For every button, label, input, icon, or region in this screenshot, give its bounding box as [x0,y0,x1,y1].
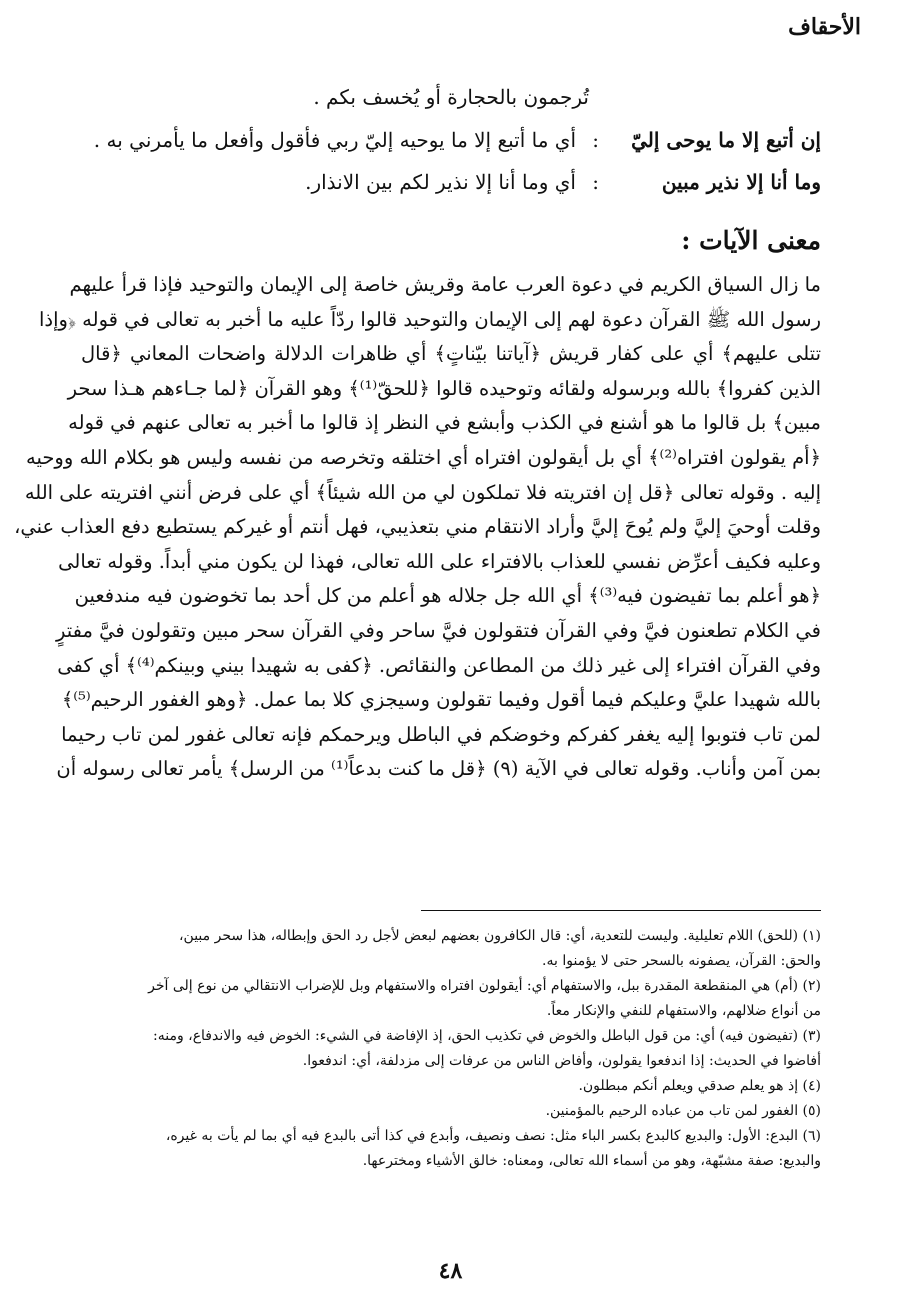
body-line: بالله شهيدا عليَّ وعليكم فيما أقول وفيما تقولون وسيجزي كلا بما عمل. ﴿وهو الغفور الرحيم⁽⁵⁾﴾ [61,688,821,712]
glossary-entry [61,124,821,158]
body-line: رسول الله ﷺ القرآن دعوة لهم إلى الإيمان والتوحيد قالوا ردّاً عليه ما أخبر به تعالى في قوله ﴿وإذا [39,307,821,331]
footnote-line: (٤) إذ هو يعلم صدقي ويعلم أنكم مبطلون. [578,1078,821,1094]
footnote-line: (٢) (أم) هي المنقطعة المقدرة ببل، والاستفهام أي: أيقولون افتراه والاستفهام وبل للإضراب الانتقالي من نوع إلى آخر [148,978,821,994]
footnote-divider [421,910,821,911]
body-line: ﴿هو أعلم بما تفيضون فيه⁽³⁾﴾ أي الله جل جلاله هو أعلم من كل أحد بما تخوضون فيه مندفعين [74,584,821,608]
page-number: ٤٨ [438,1258,463,1284]
body-line: وعليه فكيف أعرِّض نفسي للعذاب بالافتراء على الله تعالى، فهذا لن يكون مني أبداً. وقوله تعالى [58,549,821,573]
footnote-line: (١) (للحق) اللام تعليلية. وليست للتعدية، أي: قال الكافرون بعضهم لبعض لأجل رد الحق وإبطاله، هذا سحر مبين، [179,928,821,944]
footnote-line: (٦) البدع: الأول: والبديع كالبدع بكسر الباء مثل: نصف ونصيف، وأبدع في كذا أتى بالبدع فيه أي بما لم يأت به غيره، [165,1128,821,1144]
glossary-continuation: تُرجمون بالحجارة أو يُخسف بكم . [313,85,589,109]
commentary-body [14,268,821,787]
body-line: لمن تاب فتوبوا إليه يغفر كفركم وخوضكم في الباطل ويرحمكم فإنه تعالى غفور لمن تاب رحيما [61,722,821,746]
body-line: ما زال السياق الكريم في دعوة العرب عامة وقريش خاصة إلى الإيمان والتوحيد فإذا قرأ عليهم [69,273,821,296]
section-title: معنى الآيات : [681,226,821,255]
glossary-colon: : [592,128,599,152]
body-line: وقلت أوحيَ إليَّ ولم يُوحَ إليَّ وأراد الانتقام مني بتعذيبي، فهل أنتم أو غيركم يستطيع دفع العذاب عني، [14,515,821,539]
glossary-term: إن أتبع إلا ما يوحى إليّ [631,128,821,152]
body-line: بمن آمن وأناب. وقوله تعالى في الآية (٩) ﴿قل ما كنت بدعاً⁽¹⁾ من الرسل﴾ يأمر تعالى رسوله أن [56,757,821,781]
footnote-line: (٥) الغفور لمن تاب من عباده الرحيم بالمؤمنين. [545,1103,821,1119]
body-line: ﴿أم يقولون افتراه⁽²⁾﴾ أي بل أيقولون افتراه أي اختلقه وتخرصه من نفسه وليس هو بكلام الله ووحيه [26,445,821,469]
footnote-line: أفاضوا في الحديث: إذا اندفعوا يقولون، وأفاض الناس من عرفات إلى مزدلفة، أي: اندفعوا. [302,1053,821,1069]
footnote-line: والبديع: صفة مشبّهة، وهو من أسماء الله تعالى، ومعناه: خالق الأشياء ومخترعها. [362,1153,821,1169]
body-line: وفي القرآن افتراء إلى غير ذلك من المطاعن والنقائص. ﴿كفى به شهيدا بيني وبينكم⁽⁴⁾﴾ أي كفى [57,653,821,677]
glossary-term: وما أنا إلا نذير مبين [661,170,821,194]
footnote-line: من أنواع ضلالهم، والاستفهام للنفي والإنكار معاً. [546,1003,821,1019]
body-line: الذين كفروا﴾ بالله وبرسوله ولقائه وتوحيده قالوا ﴿للحقّ⁽¹⁾﴾ وهو القرآن ﴿لما جـاءهم هـذا سحر [67,376,821,400]
glossary-colon: : [592,170,599,194]
body-line: تتلى عليهم﴾ أي على كفار قريش ﴿آياتنا بيّناتٍ﴾ أي ظاهرات الدلالة واضحات المعاني ﴿قال [81,342,821,366]
glossary-entry [61,166,821,200]
footnote-line: والحق: القرآن، يصفونه بالسحر حتى لا يؤمنوا به. [542,953,821,969]
glossary-meaning: أي ما أتبع إلا ما يوحيه إليّ ربي فأقول وأفعل ما يأمرني به . [93,128,576,152]
body-line: في الكلام تطعنون فيَّ وفي القرآن فتقولون فيَّ ساحر وفي القرآن سحر مبين وتقولون فيَّ مفترٍ [55,618,821,642]
body-line: مبين﴾ بل قالوا ما هو أشنع في الكذب وأبشع في النظر إذ قالوا ما أخبر به تعالى عنهم في قوله [68,411,821,435]
footnotes [81,924,821,1174]
glossary-meaning: أي وما أنا إلا نذير لكم بين الانذار. [305,170,576,194]
body-line: إليه . وقوله تعالى ﴿قل إن افتريته فلا تملكون لي من الله شيئاً﴾ أي على فرض أنني افتريته على الله [24,480,821,504]
footnote-line: (٣) (تفيضون فيه) أي: من قول الباطل والخوض في تكذيب الحق، إذ الإفاضة في الشيء: الخوض فيه والاندفاع، ومنه: [153,1028,821,1044]
surah-header: الأحقاف [788,14,861,40]
